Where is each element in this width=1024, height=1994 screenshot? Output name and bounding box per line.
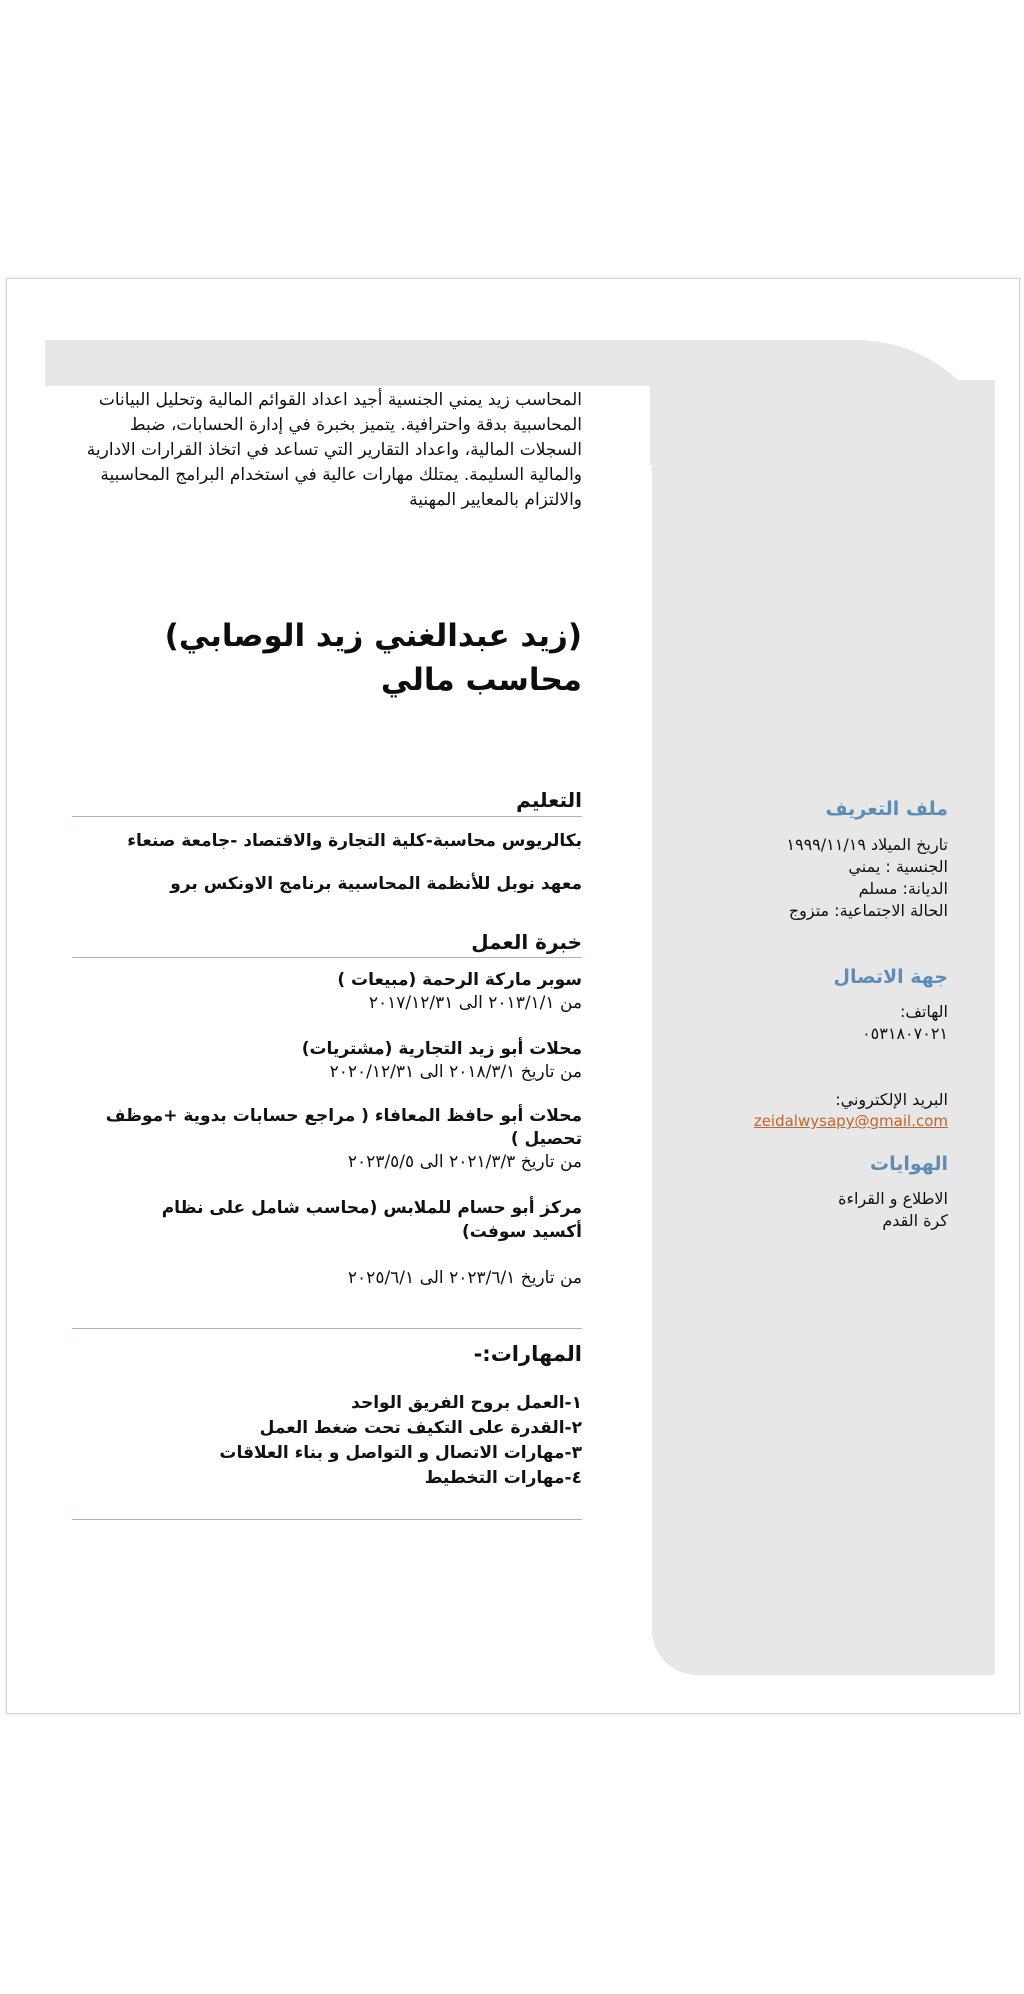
skills-heading: المهارات:- xyxy=(473,1342,582,1366)
job-title: محاسب مالي xyxy=(380,662,582,698)
experience-heading: خبرة العمل xyxy=(471,930,582,954)
birth-date: تاريخ الميلاد ١٩٩٩/١١/١٩ xyxy=(786,835,948,854)
hobby-item: كرة القدم xyxy=(882,1211,948,1230)
job-title-entry-cont: تحصيل ) xyxy=(510,1129,582,1149)
skill-item: ٣-مهارات الاتصال و التواصل و بناء العلاقات xyxy=(219,1443,582,1463)
skills-top-divider xyxy=(72,1328,582,1329)
religion: الديانة: مسلم xyxy=(858,879,948,898)
education-item: بكالريوس محاسبة-كلية التجارة والاقتصاد -جامعة صنعاء xyxy=(127,831,582,851)
marital-status: الحالة الاجتماعية: متزوج xyxy=(788,901,948,920)
email-link[interactable]: zeidalwysapy@gmail.com xyxy=(753,1112,948,1130)
hobbies-heading: الهوايات xyxy=(870,1153,948,1175)
hobbies-section xyxy=(700,1151,948,1232)
nationality: الجنسية : يمني xyxy=(848,857,948,876)
skill-item: ٢-القدرة على التكيف تحت ضغط العمل xyxy=(259,1418,582,1438)
profile-summary: المحاسب زيد يمني الجنسية أجيد اعداد القوائم المالية وتحليل البيانات المحاسبية بدقة واحترافية. يتميز بخبرة في إدارة الحسابات، ضبط السجلات المالية، واعداد التقارير التي تساعد في اتخاذ القرارات الادارية والمالية السليمة. يمتلك مهارات عالية في استخدام البرامج المحاسبية والالتزام بالمعايير المهنية xyxy=(86,390,582,510)
job-title-entry: سوبر ماركة الرحمة (مبيعات ) xyxy=(337,970,582,990)
education-heading: التعليم xyxy=(516,788,582,812)
job-title-entry: مركز أبو حسام للملابس (محاسب شامل على نظام xyxy=(161,1198,582,1218)
profile-heading: ملف التعريف xyxy=(825,798,948,820)
job-period: من ٢٠١٣/١/١ الى ٢٠١٧/١٢/٣١ xyxy=(368,993,582,1013)
applicant-name xyxy=(70,614,582,702)
skill-item: ٤-مهارات التخطيط xyxy=(424,1468,582,1488)
job-title-entry-cont: أكسيد سوفت) xyxy=(462,1222,582,1242)
contact-heading: جهة الاتصال xyxy=(833,966,948,988)
contact-section xyxy=(700,964,948,1131)
skills-bottom-divider xyxy=(72,1519,582,1520)
skill-item: ١-العمل بروح الفريق الواحد xyxy=(351,1393,582,1413)
job-title-entry: محلات أبو زيد التجارية (مشتريات) xyxy=(301,1039,582,1059)
profile-section xyxy=(700,796,948,922)
job-period: من تاريخ ٢٠١٨/٣/١ الى ٢٠٢٠/١٢/٣١ xyxy=(329,1062,582,1082)
hobby-item: الاطلاع و القراءة xyxy=(838,1189,948,1208)
phone-label: الهاتف: xyxy=(900,1002,948,1021)
education-divider xyxy=(72,816,582,817)
applicant-full-name: (زيد عبدالغني زيد الوصابي) xyxy=(164,618,582,654)
experience-divider xyxy=(72,957,582,958)
phone-number: ٠٥٣١٨٠٧٠٢١ xyxy=(862,1024,948,1043)
job-period: من تاريخ ٢٠٢٣/٦/١ الى ٢٠٢٥/٦/١ xyxy=(347,1268,582,1288)
education-item: معهد نوبل للأنظمة المحاسبية برنامج الاونكس برو xyxy=(170,874,582,894)
job-title-entry: محلات أبو حافظ المعافاء ( مراجع حسابات بدوية +موظف xyxy=(105,1106,582,1126)
email-label: البريد الإلكتروني: xyxy=(835,1090,948,1109)
job-period: من تاريخ ٢٠٢١/٣/٣ الى ٢٠٢٣/٥/٥ xyxy=(347,1152,582,1172)
